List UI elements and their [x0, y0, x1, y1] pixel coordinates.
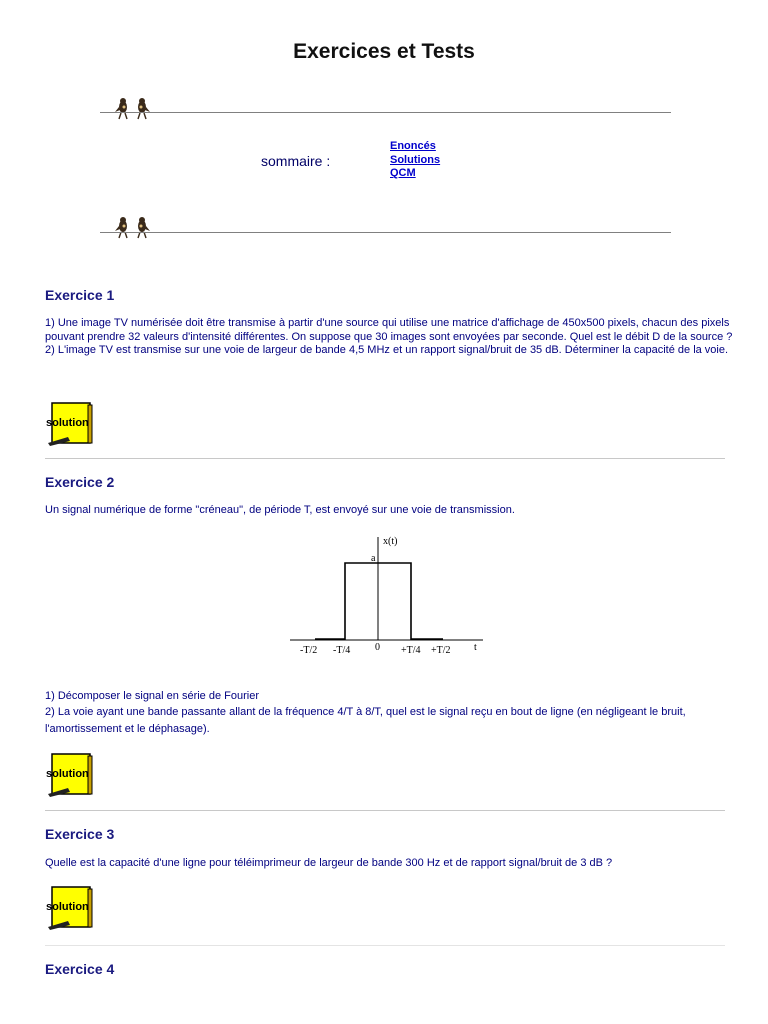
sommaire-links [390, 140, 440, 181]
exercise-4-title: Exercice 4 [45, 961, 115, 977]
page-title: Exercices et Tests [293, 40, 475, 63]
exercise-2-question-1: 1) Décomposer le signal en série de Fourier [45, 690, 259, 702]
exercise-1-question-1: 1) Une image TV numérisée doit être transmise à partir d'une source qui utilise une matrice d'affichage de 450x500 pixels, chacun des pixels pouvant prendre 32 valeurs d'intensité différentes. On suppose que 30 images sont envoyées par seconde. Quel est le débit D de la source ? [45, 317, 733, 343]
solution-button-1[interactable] [44, 401, 96, 447]
birds-icon [114, 217, 152, 241]
top-divider [100, 112, 671, 113]
sommaire-label: sommaire : [261, 153, 331, 169]
exercise-2-title: Exercice 2 [45, 474, 115, 490]
tick-label: -T/2 [300, 645, 318, 656]
solution-label: solution [46, 768, 89, 780]
exercise-3-text: Quelle est la capacité d'une ligne pour téléimprimeur de largeur de bande 300 Hz et de rapport signal/bruit de 3 dB ? [45, 857, 613, 869]
birds-icon [114, 98, 152, 122]
separator [45, 810, 725, 811]
exercise-2-intro: Un signal numérique de forme "créneau", de période T, est envoyé sur une voie de transmission. [45, 504, 515, 516]
separator [45, 945, 725, 946]
x-axis-label: t [474, 642, 477, 653]
exercise-1-text [45, 317, 735, 358]
amplitude-label: a [371, 553, 376, 564]
link-solutions[interactable]: Solutions [390, 153, 441, 166]
y-axis-label: x(t) [383, 536, 398, 547]
tick-label: +T/4 [401, 645, 421, 656]
solution-button-2[interactable] [44, 752, 96, 798]
exercise-2-question-2: 2) La voie ayant une bande passante allant de la fréquence 4/T à 8/T, quel est le signal reçu en bout de ligne (en négligeant le bruit, l'amortissement et le déphasage). [45, 705, 686, 735]
tick-label: +T/2 [431, 645, 451, 656]
solution-button-3[interactable] [44, 885, 96, 931]
tick-label: -T/4 [333, 645, 351, 656]
link-enonces[interactable]: Enoncés [390, 140, 436, 152]
tick-label: 0 [375, 642, 380, 653]
square-wave-figure [290, 532, 485, 657]
square-pulse [315, 563, 443, 639]
exercise-1-question-2: 2) L'image TV est transmise sur une voie de largeur de bande 4,5 MHz et un rapport signal/bruit de 35 dB. Déterminer la capacité de la voie. [45, 344, 729, 356]
link-qcm[interactable]: QCM [390, 167, 416, 179]
separator [45, 458, 725, 459]
solution-label: solution [46, 901, 89, 913]
exercise-2-text [45, 690, 735, 738]
sommaire-bottom-divider [100, 232, 671, 233]
exercise-1-title: Exercice 1 [45, 287, 115, 303]
solution-label: solution [46, 417, 89, 429]
exercise-3-title: Exercice 3 [45, 826, 115, 842]
